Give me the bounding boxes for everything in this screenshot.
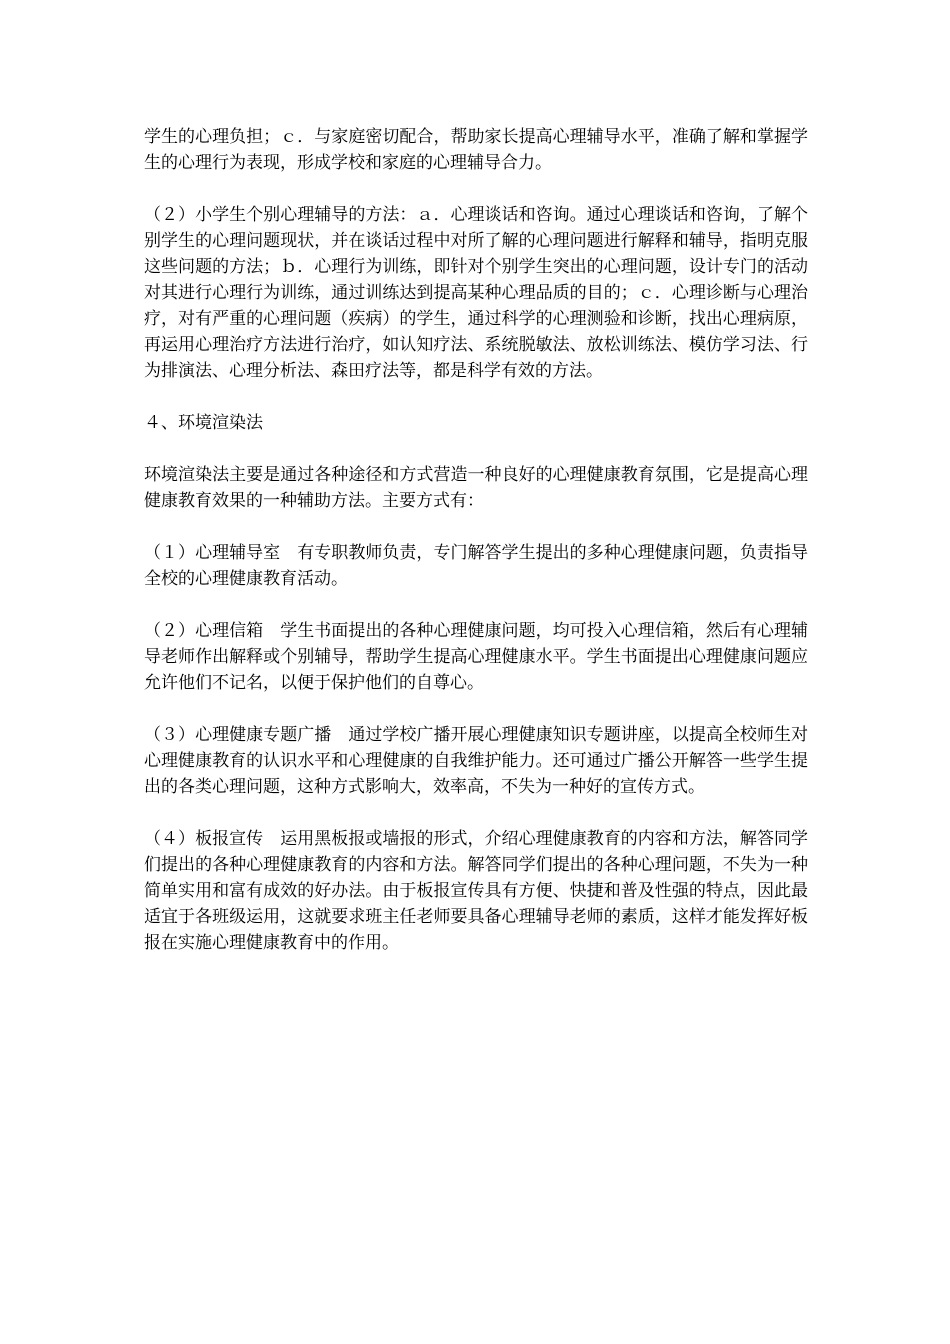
paragraph-mental-health-broadcast: （３）心理健康专题广播 通过学校广播开展心理健康知识专题讲座，以提高全校师生对心理健康教育的认识水平和心理健康的自我维护能力。还可通过广播公开解答一些学生提出的各类心理问题，这种方式影响大，效率高，不失为一种好的宣传方式。: [144, 725, 808, 797]
paragraph-psychology-mailbox: （２）心理信箱 学生书面提出的各种心理健康问题，均可投入心理信箱，然后有心理辅导老师作出解释或个别辅导，帮助学生提高心理健康水平。学生书面提出心理健康问题应允许他们不记名，以便于保护他们的自尊心。: [144, 621, 808, 693]
document-page: [144, 124, 808, 982]
paragraph-counseling-room: （１）心理辅导室 有专职教师负责，专门解答学生提出的多种心理健康问题，负责指导全校的心理健康教育活动。: [144, 543, 808, 589]
paragraph-blackboard-publicity: （４）板报宣传 运用黑板报或墙报的形式，介绍心理健康教育的内容和方法，解答同学们提出的各种心理健康教育的内容和方法。解答同学们提出的各种心理问题，不失为一种简单实用和富有成效的好办法。由于板报宣传具有方便、快捷和普及性强的特点，因此最适宜于各班级运用，这就要求班主任老师要具备心理辅导老师的素质，这样才能发挥好板报在实施心理健康教育中的作用。: [144, 829, 808, 953]
section-heading-environment-method: ４、环境渲染法: [144, 413, 263, 433]
paragraph-individual-counseling-methods: （２）小学生个别心理辅导的方法：ａ．心理谈话和咨询。通过心理谈话和咨询，了解个别学生的心理问题现状，并在谈话过程中对所了解的心理问题进行解释和辅导，指明克服这些问题的方法；ｂ．心理行为训练，即针对个别学生突出的心理问题，设计专门的活动对其进行心理行为训练，通过训练达到提高某种心理品质的目的；ｃ．心理诊断与心理治疗，对有严重的心理问题（疾病）的学生，通过科学的心理测验和诊断，找出心理病原，再运用心理治疗方法进行治疗，如认知疗法、系统脱敏法、放松训练法、模仿学习法、行为排演法、心理分析法、森田疗法等，都是科学有效的方法。: [144, 205, 808, 381]
paragraph-home-school-cooperation: 学生的心理负担；ｃ．与家庭密切配合，帮助家长提高心理辅导水平，准确了解和掌握学生的心理行为表现，形成学校和家庭的心理辅导合力。: [144, 127, 808, 173]
paragraph-environment-method-intro: 环境渲染法主要是通过各种途径和方式营造一种良好的心理健康教育氛围，它是提高心理健康教育效果的一种辅助方法。主要方式有：: [144, 465, 808, 511]
